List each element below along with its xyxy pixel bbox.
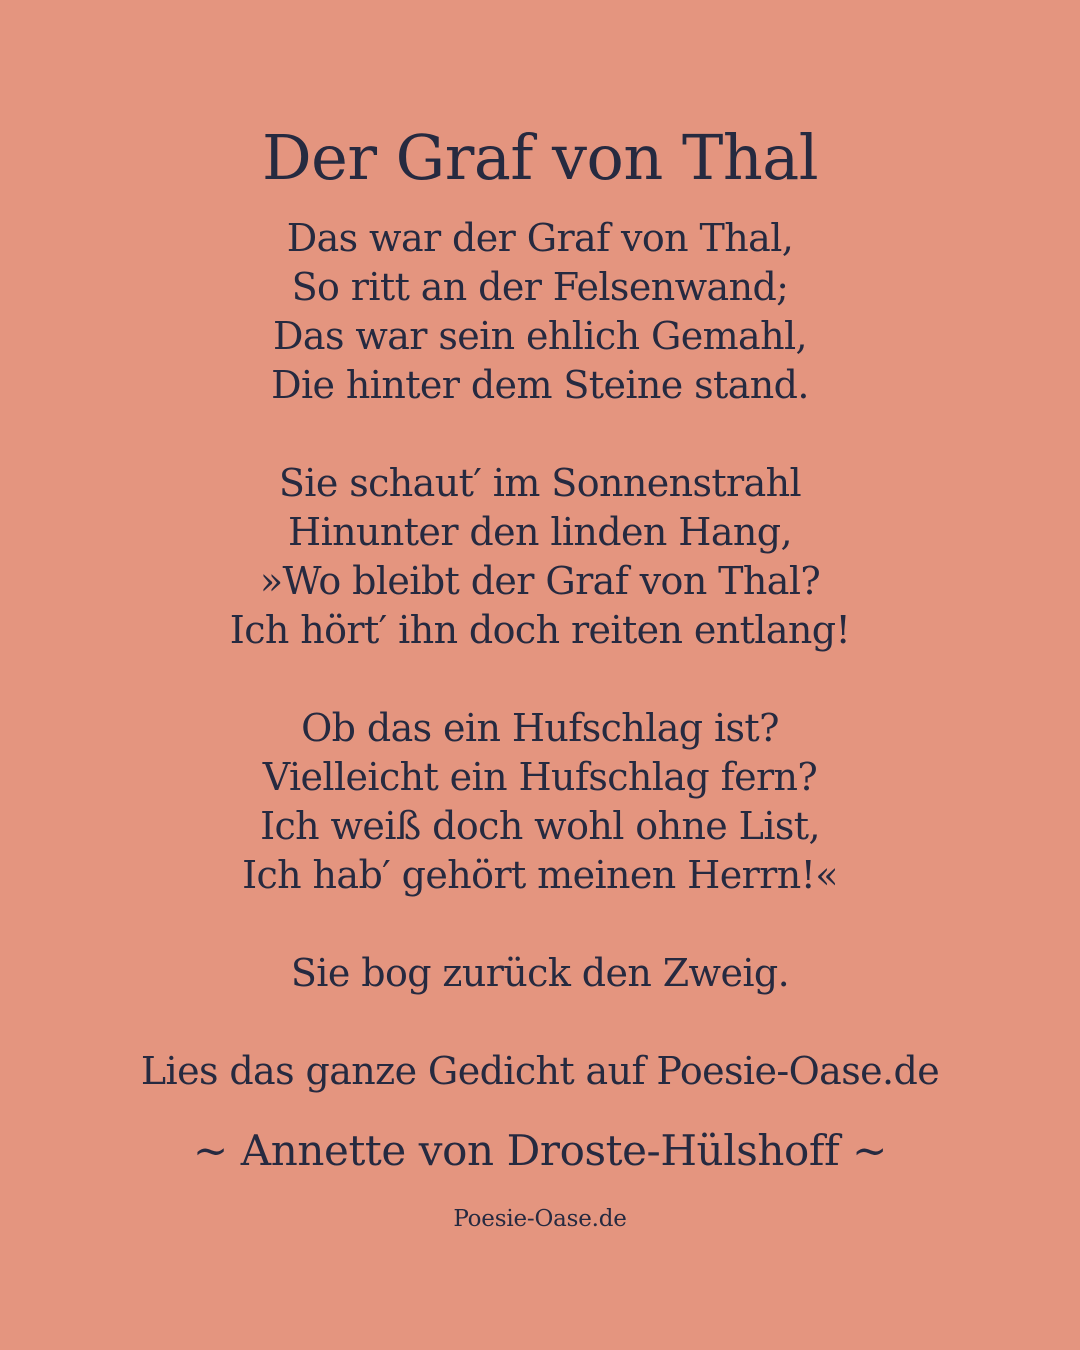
stanza-4 bbox=[0, 949, 1080, 998]
poem-line: Sie bog zurück den Zweig. bbox=[290, 951, 790, 995]
poem-body bbox=[0, 214, 1080, 1047]
author-name: ~ Annette von Droste-Hülshoff ~ bbox=[193, 1126, 887, 1175]
poem-line: Das war der Graf von Thal, bbox=[286, 216, 794, 260]
poem-line: So ritt an der Felsenwand; bbox=[291, 265, 789, 309]
stanza-3 bbox=[0, 704, 1080, 900]
stanza-1 bbox=[0, 214, 1080, 410]
poem-line: Ich hört′ ihn doch reiten entlang! bbox=[229, 608, 851, 652]
poem-line: Hinunter den linden Hang, bbox=[288, 510, 792, 554]
poem-line: Ob das ein Hufschlag ist? bbox=[301, 706, 779, 750]
poem-line: »Wo bleibt der Graf von Thal? bbox=[259, 559, 821, 603]
stanza-2 bbox=[0, 459, 1080, 655]
site-footer: Poesie-Oase.de bbox=[453, 1206, 627, 1232]
poem-line: Sie schaut′ im Sonnenstrahl bbox=[278, 461, 802, 505]
read-more-text: Lies das ganze Gedicht auf Poesie-Oase.de bbox=[140, 1049, 940, 1093]
poem-line: Die hinter dem Steine stand. bbox=[271, 363, 809, 407]
poem-title: Der Graf von Thal bbox=[261, 121, 819, 194]
poem-line: Ich weiß doch wohl ohne List, bbox=[260, 804, 820, 848]
poem-line: Ich hab′ gehört meinen Herrn!« bbox=[242, 853, 838, 897]
poem-line: Vielleicht ein Hufschlag fern? bbox=[262, 755, 818, 799]
poem-line: Das war sein ehlich Gemahl, bbox=[273, 314, 807, 358]
